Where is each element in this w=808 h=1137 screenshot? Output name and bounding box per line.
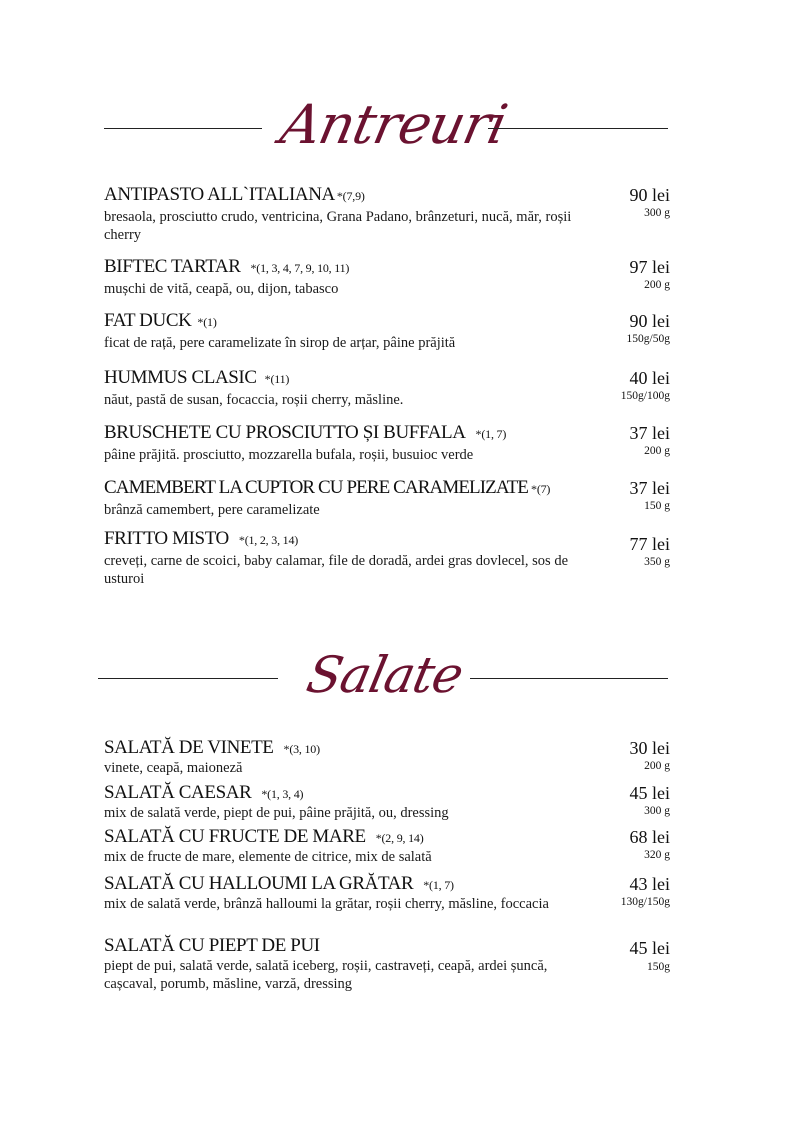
- item-name: HUMMUS CLASIC: [104, 367, 257, 388]
- item-name: SALATĂ CU FRUCTE DE MARE: [104, 826, 366, 847]
- item-price: 45 lei: [629, 938, 670, 958]
- item-description: mix de salată verde, piept de pui, pâine prăjită, ou, dressing: [104, 805, 449, 821]
- menu-item: [104, 826, 670, 866]
- section-header-salate: [0, 642, 808, 722]
- menu-item: [104, 184, 670, 244]
- item-description: pâine prăjită. prosciutto, mozzarella bufala, roșii, busuioc verde: [104, 447, 474, 463]
- item-price: 30 lei: [629, 738, 670, 758]
- item-description: vinete, ceapă, maioneză: [104, 760, 243, 776]
- item-weight: 150g: [647, 961, 670, 973]
- item-description: piept de pui, salată verde, salată iceberg, roșii, castraveți, ceapă, ardei șuncă, cașcaval, porumb, măsline, varză, dressing: [104, 958, 548, 992]
- item-allergens: *(1, 3, 4): [261, 787, 304, 801]
- item-allergens: *(1): [197, 315, 217, 329]
- item-name: BRUSCHETE CU PROSCIUTTO ȘI BUFFALA: [104, 422, 466, 443]
- item-name: BIFTEC TARTAR: [104, 256, 241, 277]
- item-name: CAMEMBERT LA CUPTOR CU PERE CARAMELIZATE: [104, 477, 529, 498]
- item-description: brânză camembert, pere caramelizate: [104, 502, 320, 518]
- item-allergens: *(2, 9, 14): [375, 831, 424, 845]
- section-title: Antreuri: [275, 93, 512, 156]
- item-price: 90 lei: [629, 311, 670, 331]
- heading-rule-left: [98, 678, 278, 679]
- item-price: 37 lei: [629, 423, 670, 443]
- item-allergens: *(11): [264, 372, 290, 386]
- menu-item: [104, 310, 670, 352]
- item-weight: 150 g: [644, 500, 670, 512]
- item-weight: 320 g: [644, 849, 670, 861]
- item-price: 43 lei: [629, 874, 670, 894]
- item-description: mix de salată verde, brânză halloumi la grătar, roșii cherry, măsline, foccacia: [104, 896, 549, 912]
- item-name: SALATĂ CAESAR: [104, 782, 252, 803]
- section-header-antreuri: [0, 90, 808, 170]
- item-weight: 300 g: [644, 805, 670, 817]
- heading-rule-right: [488, 128, 668, 129]
- menu-item: [104, 873, 670, 913]
- item-description: creveți, carne de scoici, baby calamar, file de doradă, ardei gras dovlecel, sos de usturoi: [104, 553, 568, 587]
- item-weight: 150g/50g: [626, 333, 670, 345]
- item-weight: 350 g: [644, 556, 670, 568]
- item-allergens: *(7,9): [336, 189, 365, 203]
- item-allergens: *(1, 2, 3, 14): [238, 533, 299, 547]
- item-price: 90 lei: [629, 185, 670, 205]
- item-weight: 200 g: [644, 760, 670, 772]
- menu-item: [104, 935, 670, 993]
- item-allergens: *(3, 10): [283, 742, 320, 756]
- item-weight: 150g/100g: [620, 390, 670, 402]
- item-description: mușchi de vită, ceapă, ou, dijon, tabasco: [104, 281, 339, 297]
- item-price: 97 lei: [629, 257, 670, 277]
- item-allergens: *(7): [531, 482, 551, 496]
- heading-rule-left: [104, 128, 262, 129]
- menu-item: [104, 256, 670, 298]
- menu-item: [104, 528, 670, 588]
- item-description: ficat de rață, pere caramelizate în sirop de arțar, pâine prăjită: [104, 335, 456, 351]
- heading-rule-right: [470, 678, 668, 679]
- item-name: FRITTO MISTO: [104, 528, 229, 549]
- item-price: 40 lei: [629, 368, 670, 388]
- item-weight: 200 g: [644, 445, 670, 457]
- item-allergens: *(1, 3, 4, 7, 9, 10, 11): [250, 261, 350, 275]
- item-allergens: *(1, 7): [423, 878, 454, 892]
- item-description: mix de fructe de mare, elemente de citrice, mix de salată: [104, 849, 432, 865]
- item-description: bresaola, prosciutto crudo, ventricina, Grana Padano, brânzeturi, nucă, măr, roșii cherry: [104, 209, 572, 243]
- item-weight: 200 g: [644, 279, 670, 291]
- menu-item: [104, 782, 670, 822]
- item-price: 68 lei: [629, 827, 670, 847]
- item-price: 45 lei: [629, 783, 670, 803]
- item-name: SALATĂ DE VINETE: [104, 737, 274, 758]
- item-weight: 130g/150g: [620, 896, 670, 908]
- item-weight: 300 g: [644, 207, 670, 219]
- item-price: 37 lei: [629, 478, 670, 498]
- item-name: ANTIPASTO ALL`ITALIANA: [104, 184, 335, 205]
- item-description: năut, pastă de susan, focaccia, roșii cherry, măsline.: [104, 392, 404, 408]
- menu-item: [104, 477, 670, 519]
- menu-item: [104, 367, 670, 409]
- item-name: SALATĂ CU HALLOUMI LA GRĂTAR: [104, 873, 414, 894]
- item-name: FAT DUCK: [104, 310, 192, 331]
- item-allergens: *(1, 7): [475, 427, 507, 441]
- item-name: SALATĂ CU PIEPT DE PUI: [104, 935, 320, 956]
- menu-item: [104, 422, 670, 464]
- item-price: 77 lei: [629, 534, 670, 554]
- section-title: Salate: [301, 646, 468, 704]
- menu-item: [104, 737, 670, 777]
